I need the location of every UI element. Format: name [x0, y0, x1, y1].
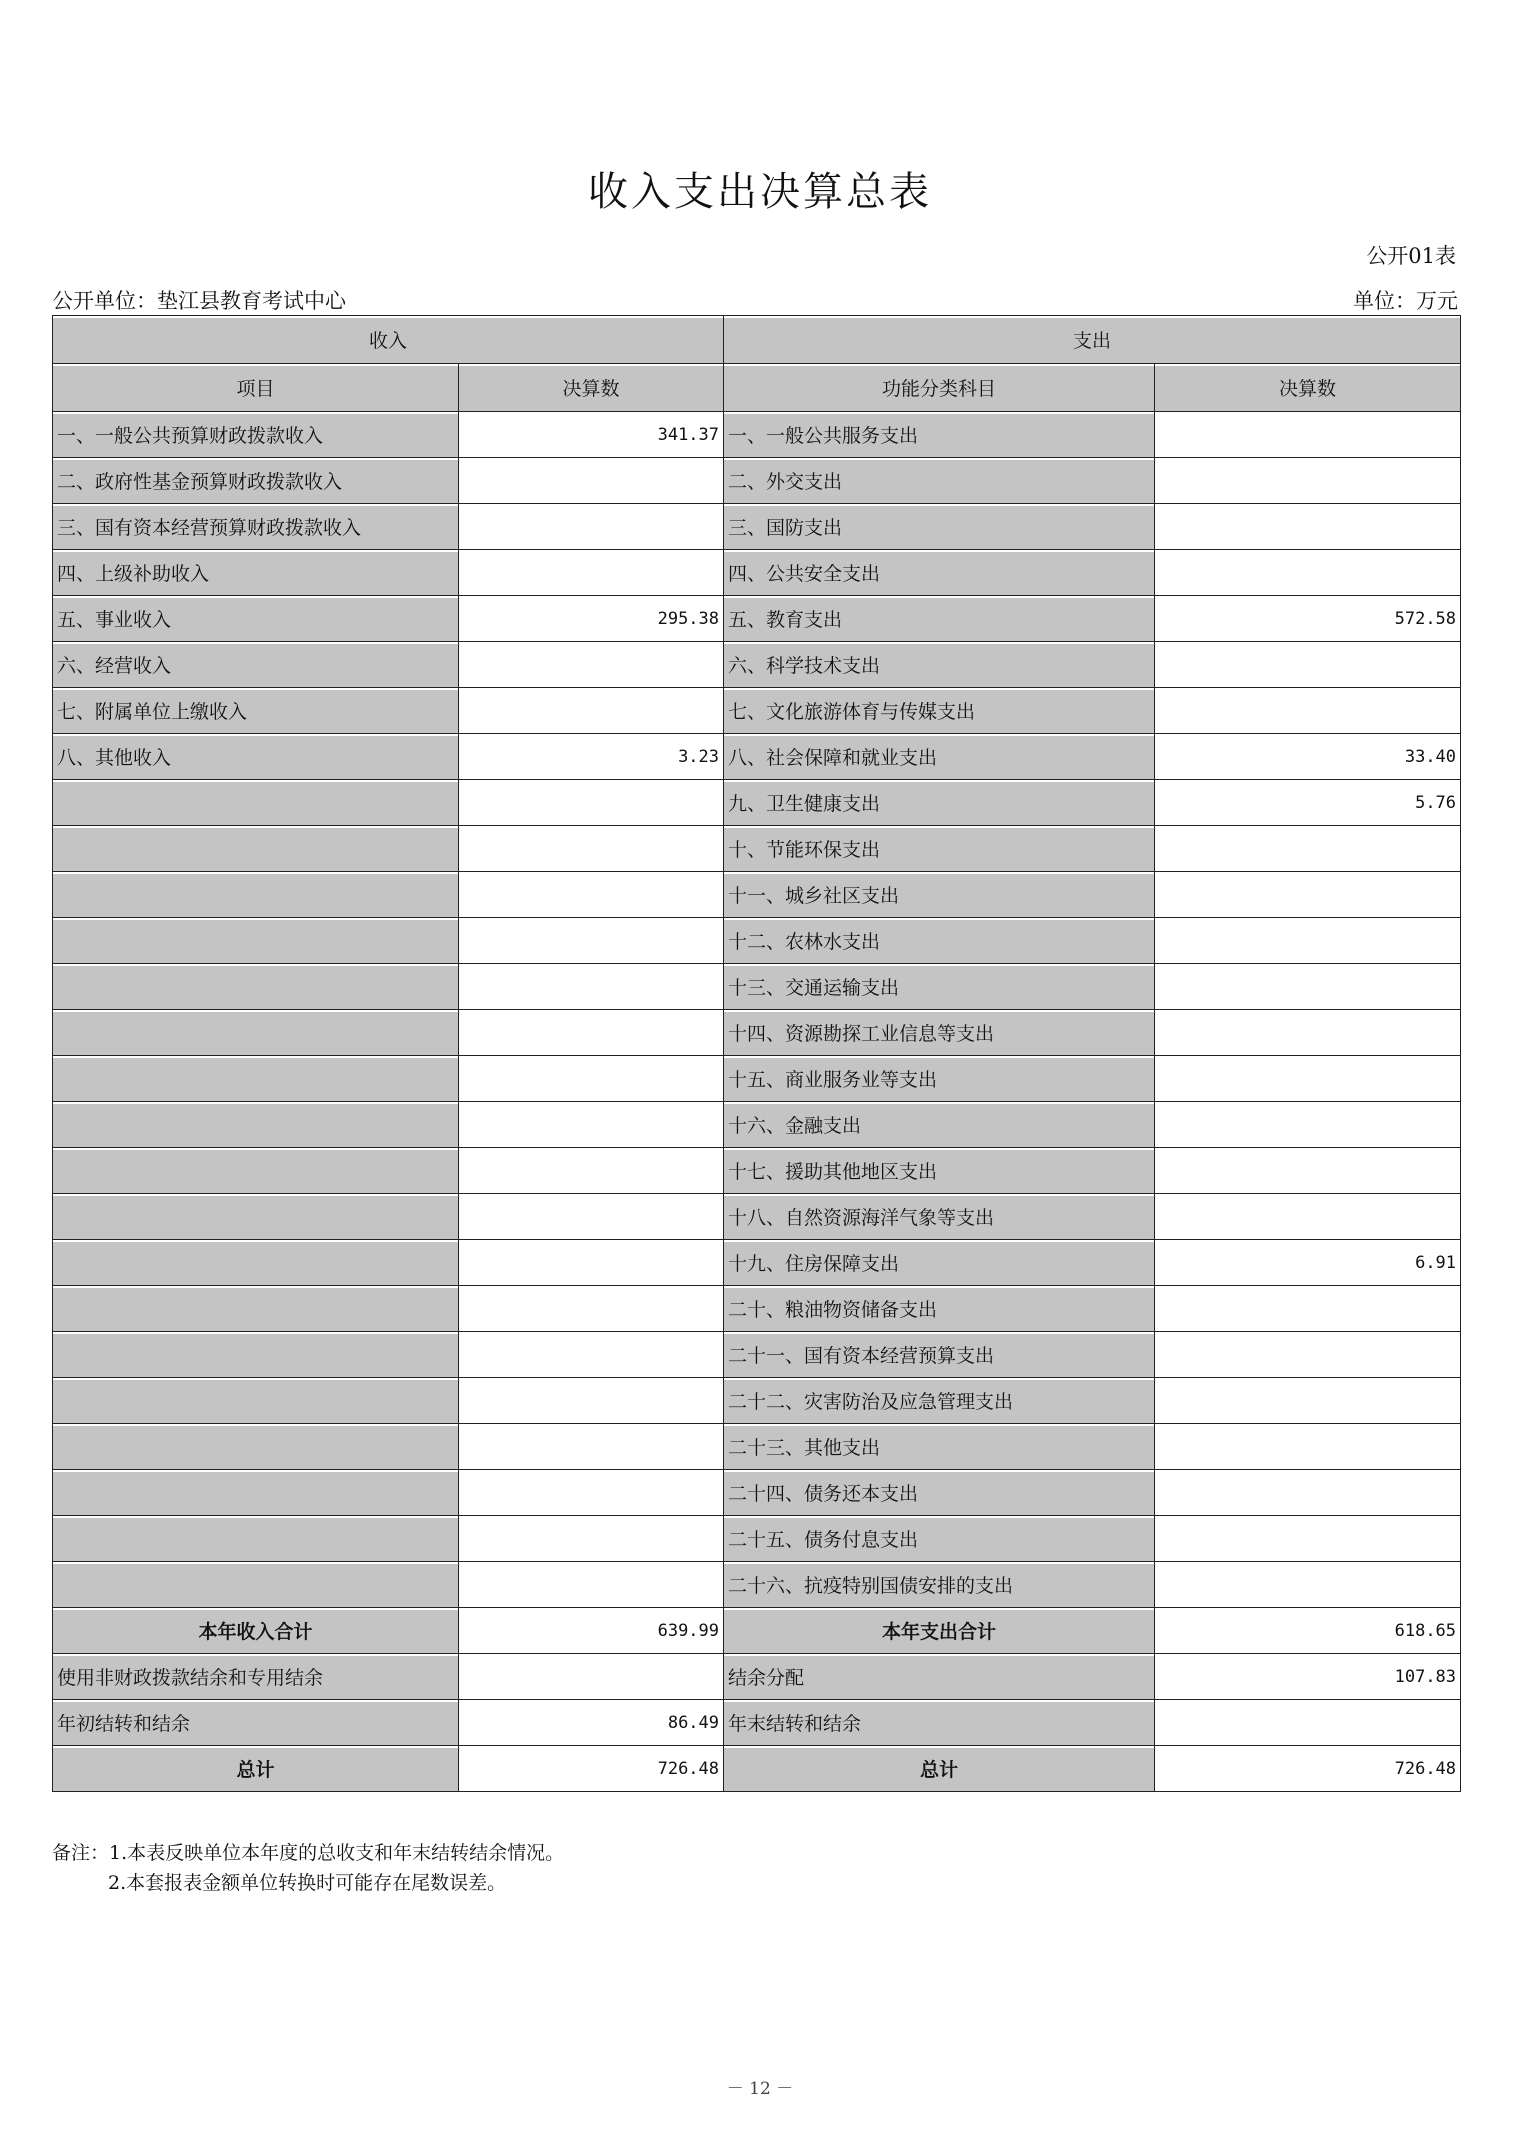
summary-table [52, 315, 1461, 1792]
table-row [53, 688, 1461, 734]
expense-item-value [1155, 1056, 1461, 1102]
income-item-value [459, 1470, 724, 1516]
income-item-value [459, 1286, 724, 1332]
income-item-value [459, 1102, 724, 1148]
table-row [53, 1470, 1461, 1516]
table-row [53, 780, 1461, 826]
unit-row [52, 285, 1458, 315]
table-row [53, 1148, 1461, 1194]
table-row [53, 504, 1461, 550]
income-item-value [459, 872, 724, 918]
expense-header: 支出 [724, 316, 1461, 364]
table-row [53, 1194, 1461, 1240]
income-item-value [459, 826, 724, 872]
income-item-label: 五、事业收入 [53, 596, 459, 642]
income-item-label [53, 872, 459, 918]
expense-item-label: 十一、城乡社区支出 [724, 872, 1155, 918]
expense-item-value [1155, 1194, 1461, 1240]
item-header: 项目 [53, 364, 459, 412]
surplus-dist-label: 结余分配 [724, 1654, 1155, 1700]
year-income-label: 本年收入合计 [53, 1608, 459, 1654]
income-item-value: 341.37 [459, 412, 724, 458]
table-row [53, 1608, 1461, 1654]
income-item-label [53, 1102, 459, 1148]
income-item-label [53, 780, 459, 826]
expense-item-label: 四、公共安全支出 [724, 550, 1155, 596]
amount-header: 决算数 [459, 364, 724, 412]
income-item-value [459, 1194, 724, 1240]
expense-item-value [1155, 964, 1461, 1010]
expense-item-label: 十四、资源勘探工业信息等支出 [724, 1010, 1155, 1056]
income-item-label [53, 1240, 459, 1286]
year-expense-value: 618.65 [1155, 1608, 1461, 1654]
income-item-label [53, 1470, 459, 1516]
expense-item-value [1155, 826, 1461, 872]
expense-item-label: 二十五、债务付息支出 [724, 1516, 1155, 1562]
expense-item-label: 九、卫生健康支出 [724, 780, 1155, 826]
income-item-label [53, 1194, 459, 1240]
income-item-label [53, 1332, 459, 1378]
expense-item-label: 二、外交支出 [724, 458, 1155, 504]
expense-item-label: 二十六、抗疫特别国债安排的支出 [724, 1562, 1155, 1608]
table-row [53, 872, 1461, 918]
surplus-dist-value: 107.83 [1155, 1654, 1461, 1700]
expense-item-label: 八、社会保障和就业支出 [724, 734, 1155, 780]
table-row [53, 458, 1461, 504]
table-row [53, 550, 1461, 596]
income-item-value [459, 1332, 724, 1378]
table-row [53, 1056, 1461, 1102]
income-item-value [459, 1378, 724, 1424]
expense-item-value [1155, 1148, 1461, 1194]
income-item-label: 二、政府性基金预算财政拨款收入 [53, 458, 459, 504]
expense-item-label: 七、文化旅游体育与传媒支出 [724, 688, 1155, 734]
income-item-value [459, 780, 724, 826]
expense-item-label: 五、教育支出 [724, 596, 1155, 642]
income-item-value [459, 1010, 724, 1056]
expense-item-value [1155, 872, 1461, 918]
expense-item-label: 十、节能环保支出 [724, 826, 1155, 872]
note-2: 2.本套报表金额单位转换时可能存在尾数误差。 [108, 1872, 507, 1894]
table-row [53, 1332, 1461, 1378]
expense-item-value [1155, 1286, 1461, 1332]
expense-item-value: 33.40 [1155, 734, 1461, 780]
income-item-label [53, 1516, 459, 1562]
table-row [53, 1700, 1461, 1746]
income-item-label [53, 964, 459, 1010]
income-item-label [53, 1056, 459, 1102]
grand-total-label-right: 总计 [724, 1746, 1155, 1792]
table-row [53, 1516, 1461, 1562]
page-number: － 12 － [726, 2079, 794, 2099]
income-item-label [53, 1148, 459, 1194]
begin-balance-label: 年初结转和结余 [53, 1700, 459, 1746]
table-row [53, 964, 1461, 1010]
grand-total-value-right: 726.48 [1155, 1746, 1461, 1792]
expense-item-value [1155, 1102, 1461, 1148]
income-item-label [53, 1378, 459, 1424]
end-balance-value [1155, 1700, 1461, 1746]
income-item-value [459, 1056, 724, 1102]
expense-item-label: 十二、农林水支出 [724, 918, 1155, 964]
income-item-label [53, 1286, 459, 1332]
expense-item-label: 十三、交通运输支出 [724, 964, 1155, 1010]
expense-item-label: 十七、援助其他地区支出 [724, 1148, 1155, 1194]
table-row [53, 596, 1461, 642]
table-row [53, 1102, 1461, 1148]
expense-item-label: 六、科学技术支出 [724, 642, 1155, 688]
expense-item-value: 5.76 [1155, 780, 1461, 826]
expense-item-value [1155, 642, 1461, 688]
notes [52, 1838, 564, 1898]
income-item-label: 七、附属单位上缴收入 [53, 688, 459, 734]
currency-unit: 单位：万元 [1353, 289, 1458, 313]
income-item-value [459, 1148, 724, 1194]
income-item-value [459, 550, 724, 596]
expense-item-label: 十五、商业服务业等支出 [724, 1056, 1155, 1102]
income-item-value [459, 964, 724, 1010]
reporting-unit: 公开单位：垫江县教育考试中心 [52, 289, 346, 313]
expense-item-value [1155, 1470, 1461, 1516]
income-item-label [53, 1010, 459, 1056]
year-income-value: 639.99 [459, 1608, 724, 1654]
table-row [53, 412, 1461, 458]
income-item-value [459, 458, 724, 504]
table-row [53, 642, 1461, 688]
expense-item-label: 二十、粮油物资储备支出 [724, 1286, 1155, 1332]
end-balance-label: 年末结转和结余 [724, 1700, 1155, 1746]
expense-item-label: 一、一般公共服务支出 [724, 412, 1155, 458]
table-row [53, 1010, 1461, 1056]
expense-item-value [1155, 1332, 1461, 1378]
note-1: 备注：1.本表反映单位本年度的总收支和年末结转结余情况。 [52, 1842, 565, 1864]
expense-item-label: 三、国防支出 [724, 504, 1155, 550]
expense-item-value [1155, 1010, 1461, 1056]
income-item-label [53, 826, 459, 872]
expense-item-label: 二十二、灾害防治及应急管理支出 [724, 1378, 1155, 1424]
nonfiscal-value [459, 1654, 724, 1700]
expense-item-label: 二十四、债务还本支出 [724, 1470, 1155, 1516]
expense-item-value [1155, 1424, 1461, 1470]
income-item-label [53, 918, 459, 964]
income-item-value [459, 918, 724, 964]
income-item-label [53, 1424, 459, 1470]
income-item-value [459, 1424, 724, 1470]
expense-item-label: 十九、住房保障支出 [724, 1240, 1155, 1286]
grand-total-label-left: 总计 [53, 1746, 459, 1792]
expense-item-value [1155, 412, 1461, 458]
income-item-label: 一、一般公共预算财政拨款收入 [53, 412, 459, 458]
income-item-value [459, 504, 724, 550]
table-row [53, 1240, 1461, 1286]
expense-item-value [1155, 458, 1461, 504]
income-item-value: 3.23 [459, 734, 724, 780]
func-item-header: 功能分类科目 [724, 364, 1155, 412]
table-row [53, 1746, 1461, 1792]
expense-item-value [1155, 1562, 1461, 1608]
form-number: 公开01表 [1366, 244, 1456, 268]
amount-header-2: 决算数 [1155, 364, 1461, 412]
table-row [53, 918, 1461, 964]
expense-item-value [1155, 918, 1461, 964]
income-item-label: 三、国有资本经营预算财政拨款收入 [53, 504, 459, 550]
income-item-value [459, 642, 724, 688]
nonfiscal-label: 使用非财政拨款结余和专用结余 [53, 1654, 459, 1700]
expense-item-label: 十八、自然资源海洋气象等支出 [724, 1194, 1155, 1240]
table-row [53, 1378, 1461, 1424]
begin-balance-value: 86.49 [459, 1700, 724, 1746]
expense-item-value: 572.58 [1155, 596, 1461, 642]
expense-item-value: 6.91 [1155, 1240, 1461, 1286]
table-row [53, 734, 1461, 780]
income-item-label: 六、经营收入 [53, 642, 459, 688]
table-row [53, 826, 1461, 872]
page-title: 收入支出决算总表 [588, 169, 932, 215]
grand-total-value-left: 726.48 [459, 1746, 724, 1792]
expense-item-label: 十六、金融支出 [724, 1102, 1155, 1148]
table-row [53, 1286, 1461, 1332]
table-row [53, 1654, 1461, 1700]
expense-item-label: 二十一、国有资本经营预算支出 [724, 1332, 1155, 1378]
expense-item-value [1155, 1516, 1461, 1562]
year-expense-label: 本年支出合计 [724, 1608, 1155, 1654]
income-item-label: 八、其他收入 [53, 734, 459, 780]
expense-item-value [1155, 550, 1461, 596]
table-row [53, 1424, 1461, 1470]
table-row [53, 1562, 1461, 1608]
income-header: 收入 [53, 316, 724, 364]
expense-item-value [1155, 688, 1461, 734]
expense-item-label: 二十三、其他支出 [724, 1424, 1155, 1470]
expense-item-value [1155, 1378, 1461, 1424]
income-item-value: 295.38 [459, 596, 724, 642]
income-item-value [459, 1562, 724, 1608]
income-item-value [459, 1516, 724, 1562]
expense-item-value [1155, 504, 1461, 550]
income-item-value [459, 1240, 724, 1286]
income-item-label: 四、上级补助收入 [53, 550, 459, 596]
income-item-value [459, 688, 724, 734]
income-item-label [53, 1562, 459, 1608]
